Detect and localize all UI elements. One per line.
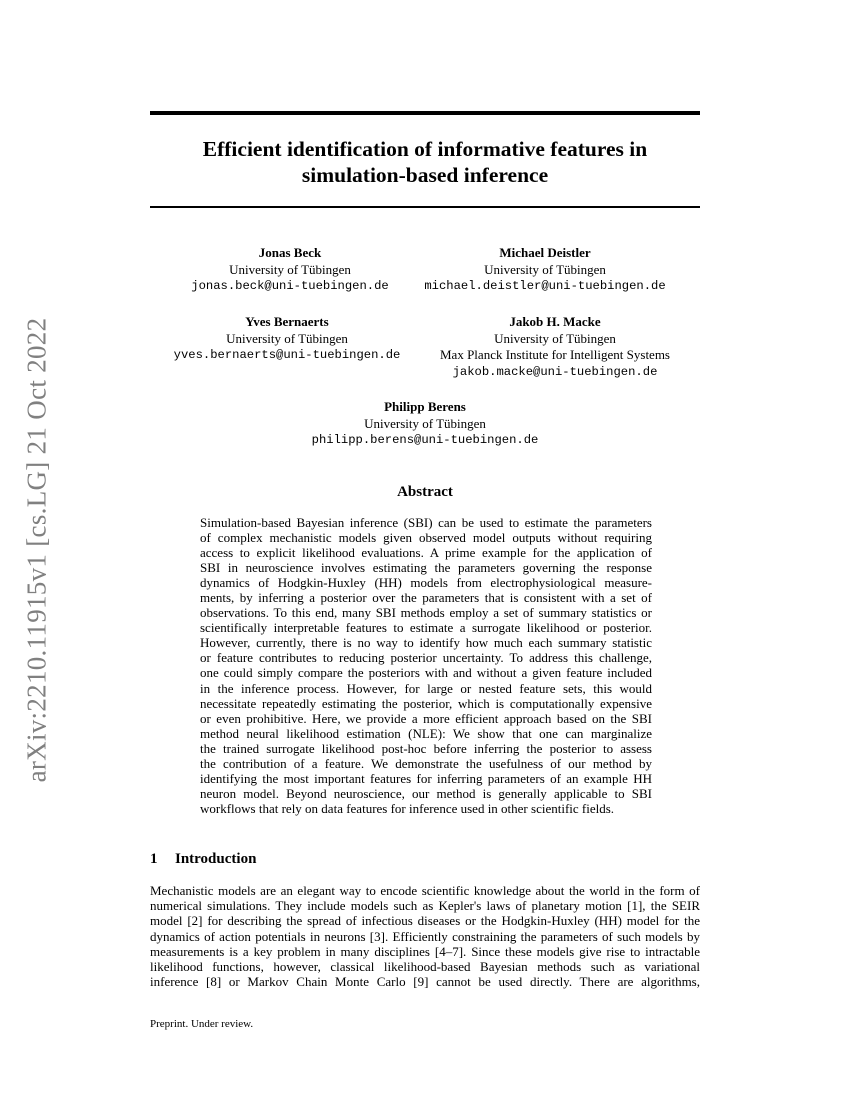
author-affiliation: University of Tübingen	[229, 261, 351, 277]
author-affiliation: University of Tübingen	[494, 330, 616, 346]
author-name: Yves Bernaerts	[245, 314, 329, 329]
abstract-line: or even prohibitive. Here, we provide a more efficient approach based on the SBI	[200, 710, 652, 726]
author-name: Jonas Beck	[258, 245, 322, 260]
introduction-line: likelihood functions, however, classical likelihood-based Bayesian methods such as variational	[150, 959, 700, 975]
abstract-line: the trained surrogate likelihood post-hoc before inferring the posterior to assess	[200, 740, 652, 756]
author-affiliation: University of Tübingen	[226, 330, 348, 346]
abstract-line: neuron model. Beyond neuroscience, our method is generally applicable to SBI	[200, 785, 652, 801]
abstract-line: Simulation-based Bayesian inference (SBI) can be used to estimate the parameters	[200, 515, 652, 530]
author-block-michael-deistler	[415, 245, 675, 295]
arxiv-identifier: arXiv:2210.11915v1 [cs.LG] 21 Oct 2022	[21, 317, 52, 783]
title-bottom-rule	[150, 206, 700, 208]
abstract-line: in the inference process. However, for large or nested feature sets, this would	[200, 680, 652, 696]
author-email[interactable]: jonas.beck@uni-tuebingen.de	[191, 279, 389, 293]
author-email[interactable]: philipp.berens@uni-tuebingen.de	[311, 433, 539, 447]
author-affiliation: University of Tübingen	[484, 261, 606, 277]
author-name: Michael Deistler	[499, 245, 591, 260]
title-line: simulation-based inference	[301, 163, 549, 187]
abstract-text	[200, 515, 652, 816]
author-email[interactable]: yves.bernaerts@uni-tuebingen.de	[173, 348, 401, 362]
paper-title	[150, 136, 700, 188]
abstract-line: ments, by inferring a posterior over the parameters that is consistent with a set of	[200, 590, 652, 606]
abstract-line: the contribution of a feature. We demonstrate the usefulness of our method by	[200, 755, 652, 771]
abstract-line: of complex mechanistic models given observed model outputs without requiring	[200, 530, 652, 546]
title-line: Efficient identification of informative features in	[202, 137, 648, 161]
abstract-line: observations. To this end, many SBI methods employ a set of summary statistics or	[200, 605, 652, 621]
author-name: Jakob H. Macke	[509, 314, 601, 329]
author-affiliation: University of Tübingen	[364, 415, 486, 431]
abstract-line: dynamics of Hodgkin-Huxley (HH) models from electrophysiological measure-	[200, 575, 652, 591]
abstract-line: scientifically interpretable features to estimate a surrogate likelihood or posterior.	[200, 620, 652, 636]
abstract-line: SBI in neuroscience involves estimating the parameters governing the response	[200, 560, 652, 576]
author-block-philipp-berens	[300, 399, 550, 449]
introduction-line: Mechanistic models are an elegant way to encode scientific knowledge about the world in the form of	[150, 883, 700, 898]
abstract-line: method neural likelihood estimation (NLE): We show that one can marginalize	[200, 725, 652, 741]
abstract-heading: Abstract	[397, 484, 453, 500]
author-affiliation: Max Planck Institute for Intelligent Systems	[440, 347, 670, 362]
author-block-jakob-macke	[425, 314, 685, 380]
section-heading-introduction	[150, 851, 256, 868]
introduction-line: measurements is a key problem in many disciplines [4–7]. Since these models give rise to intractable	[150, 943, 700, 959]
introduction-line: dynamics of action potentials in neurons [3]. Efficiently constraining the parameters of such models by	[150, 928, 700, 944]
introduction-line: inference [8] or Markov Chain Monte Carlo [9] cannot be used directly. There are algorithms,	[150, 974, 700, 990]
author-email[interactable]: jakob.macke@uni-tuebingen.de	[452, 364, 658, 379]
author-email[interactable]: michael.deistler@uni-tuebingen.de	[424, 279, 666, 293]
section-title-text: Introduction	[175, 851, 257, 867]
introduction-line: numerical simulations. They include models such as Kepler's laws of planetary motion [1], the SEIR	[150, 898, 700, 914]
abstract-line: identifying the most important features for inferring parameters of an example HH	[200, 770, 652, 786]
introduction-line: model [2] for describing the spread of infectious diseases or the Hodgkin-Huxley (HH) model for the	[150, 913, 700, 929]
section-number: 1	[150, 851, 158, 867]
author-name: Philipp Berens	[384, 399, 466, 414]
abstract-line: However, currently, there is no way to identify how much each summary statistic	[200, 635, 652, 651]
abstract-line: access to explicit likelihood evaluations. A prime example for the application of	[200, 545, 652, 561]
introduction-text	[150, 883, 700, 989]
abstract-line: or feature contributes to reducing posterior uncertainty. To address this challenge,	[200, 650, 652, 666]
abstract-line: necessitate repeatedly estimating the posterior, which is computationally expensive	[200, 695, 652, 711]
preprint-footer: Preprint. Under review.	[150, 1018, 254, 1030]
abstract-line: one could simply compare the posteriors with and without a given feature included	[200, 665, 652, 681]
abstract-line: workflows that rely on data features for inference used in other scientific fields.	[200, 800, 615, 816]
title-top-rule	[150, 111, 700, 115]
author-block-yves-bernaerts	[168, 314, 406, 364]
author-block-jonas-beck	[185, 245, 395, 295]
